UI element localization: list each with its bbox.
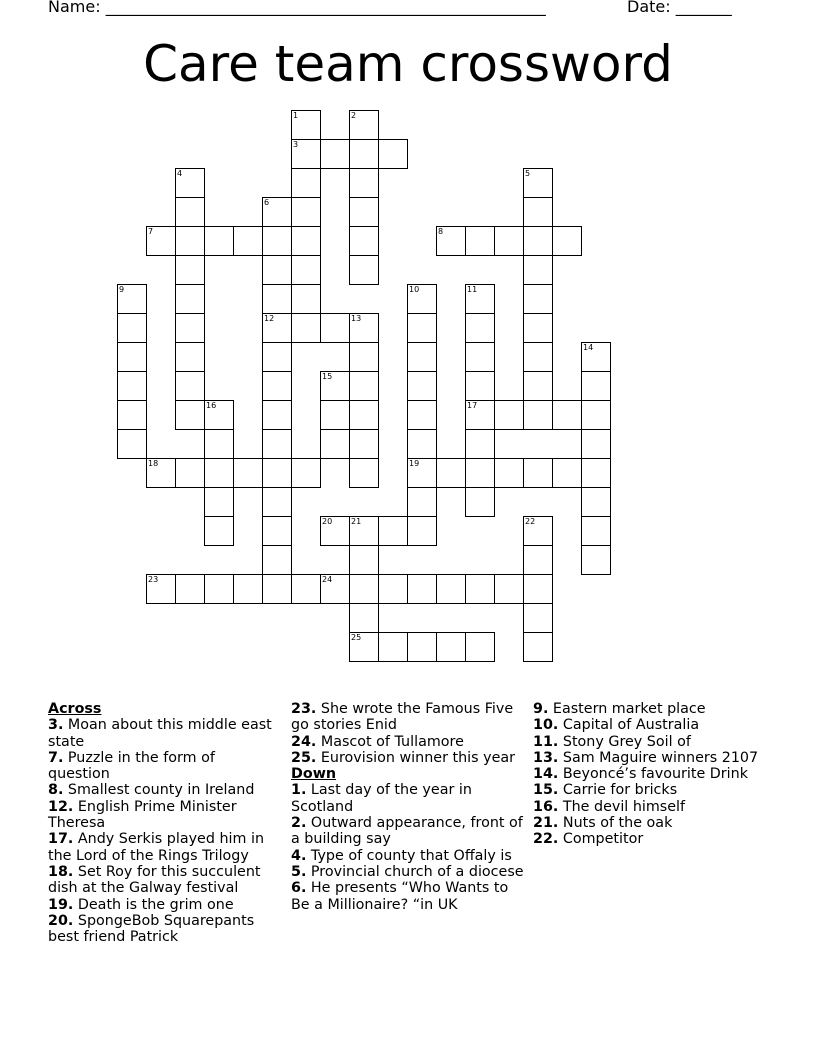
- clue-number: 23: [148, 575, 159, 584]
- grid-cell[interactable]: [523, 371, 553, 401]
- grid-cell[interactable]: [291, 284, 321, 314]
- clues-column-1: [48, 701, 273, 945]
- grid-cell[interactable]: [175, 458, 205, 488]
- clue-item: [291, 734, 526, 750]
- clue-number: 17: [467, 401, 478, 410]
- grid-cell[interactable]: [378, 574, 408, 604]
- grid-cell[interactable]: [523, 313, 553, 343]
- clue-item-number: 11.: [533, 733, 559, 750]
- grid-cell[interactable]: [349, 458, 379, 488]
- clue-item-text: Set Roy for this succulent dish at the Galway festival: [48, 863, 261, 897]
- clue-number: 10: [409, 285, 420, 294]
- clue-item: [533, 799, 773, 815]
- clue-item-number: 23.: [291, 701, 317, 717]
- clue-number: 8: [438, 227, 444, 236]
- grid-cell[interactable]: [436, 226, 466, 256]
- clue-item: [533, 750, 773, 766]
- clue-number: 11: [467, 285, 478, 294]
- grid-cell[interactable]: [233, 226, 263, 256]
- clue-item: [533, 701, 773, 717]
- grid-cell[interactable]: [407, 632, 437, 662]
- clue-item: [48, 750, 273, 783]
- grid-cell[interactable]: [407, 487, 437, 517]
- grid-cell[interactable]: [378, 516, 408, 546]
- grid-cell[interactable]: [320, 139, 350, 169]
- grid-cell[interactable]: [262, 255, 292, 285]
- clue-item: [291, 782, 526, 815]
- grid-cell[interactable]: [523, 545, 553, 575]
- grid-cell[interactable]: [262, 313, 292, 343]
- grid-cell[interactable]: [320, 371, 350, 401]
- clue-number: 3: [293, 140, 299, 149]
- clue-item-number: 19.: [48, 896, 74, 913]
- clue-item: [48, 831, 273, 864]
- clue-item-number: 15.: [533, 782, 559, 799]
- grid-cell[interactable]: [291, 313, 321, 343]
- grid-cell[interactable]: [378, 139, 408, 169]
- grid-cell[interactable]: [407, 400, 437, 430]
- grid-cell[interactable]: [581, 371, 611, 401]
- grid-cell[interactable]: [349, 110, 379, 140]
- grid-cell[interactable]: [465, 342, 495, 372]
- grid-cell[interactable]: [523, 574, 553, 604]
- grid-cell[interactable]: [349, 632, 379, 662]
- grid-cell[interactable]: [233, 458, 263, 488]
- grid-cell[interactable]: [233, 574, 263, 604]
- grid-cell[interactable]: [349, 255, 379, 285]
- grid-cell[interactable]: [175, 574, 205, 604]
- clue-number: 7: [148, 227, 154, 236]
- clue-number: 12: [264, 314, 275, 323]
- grid-cell[interactable]: [175, 371, 205, 401]
- grid-cell[interactable]: [523, 342, 553, 372]
- grid-cell[interactable]: [291, 255, 321, 285]
- clue-item-number: 16.: [533, 798, 559, 815]
- clue-item-number: 20.: [48, 912, 74, 929]
- clue-item-text: Beyoncé’s favourite Drink: [558, 766, 748, 783]
- grid-cell[interactable]: [349, 429, 379, 459]
- grid-cell[interactable]: [204, 574, 234, 604]
- grid-cell[interactable]: [349, 545, 379, 575]
- grid-cell[interactable]: [465, 371, 495, 401]
- clue-number: 9: [119, 285, 125, 294]
- clue-item: [291, 848, 526, 864]
- grid-cell[interactable]: [349, 516, 379, 546]
- grid-cell[interactable]: [523, 168, 553, 198]
- grid-cell[interactable]: [523, 255, 553, 285]
- grid-cell[interactable]: [465, 632, 495, 662]
- clue-item: [48, 897, 273, 913]
- grid-cell[interactable]: [175, 197, 205, 227]
- grid-cell[interactable]: [117, 342, 147, 372]
- grid-cell[interactable]: [175, 255, 205, 285]
- clue-item-number: 5.: [291, 863, 307, 880]
- grid-cell[interactable]: [349, 226, 379, 256]
- down-heading: Down: [291, 766, 337, 783]
- clue-number: 21: [351, 517, 362, 526]
- clue-number: 16: [206, 401, 217, 410]
- grid-cell[interactable]: [349, 574, 379, 604]
- clue-item-number: 8.: [48, 782, 64, 799]
- grid-cell[interactable]: [262, 284, 292, 314]
- grid-cell[interactable]: [465, 574, 495, 604]
- clue-item-number: 7.: [48, 749, 64, 766]
- grid-cell[interactable]: [117, 284, 147, 314]
- grid-cell[interactable]: [204, 429, 234, 459]
- clue-item-text: Puzzle in the form of question: [48, 749, 215, 783]
- grid-cell[interactable]: [407, 574, 437, 604]
- grid-cell[interactable]: [291, 226, 321, 256]
- clue-item-text: Sam Maguire winners 2107: [558, 749, 759, 766]
- clue-item-text: Andy Serkis played him in the Lord of the Rings Trilogy: [48, 831, 265, 864]
- grid-cell[interactable]: [291, 110, 321, 140]
- clue-item-text: Outward appearance, front of a building say: [291, 815, 523, 848]
- grid-cell[interactable]: [378, 632, 408, 662]
- grid-cell[interactable]: [262, 400, 292, 430]
- grid-cell[interactable]: [349, 371, 379, 401]
- clue-number: 13: [351, 314, 362, 323]
- grid-cell[interactable]: [407, 284, 437, 314]
- grid-cell[interactable]: [262, 574, 292, 604]
- clue-item: [48, 782, 273, 798]
- clues-column-2: [291, 701, 526, 913]
- clue-item-number: 2.: [291, 815, 307, 832]
- grid-cell[interactable]: [581, 400, 611, 430]
- clue-item-text: Competitor: [558, 831, 644, 848]
- grid-cell[interactable]: [407, 516, 437, 546]
- grid-cell[interactable]: [523, 400, 553, 430]
- grid-cell[interactable]: [204, 400, 234, 430]
- grid-cell[interactable]: [465, 400, 495, 430]
- grid-cell[interactable]: [465, 313, 495, 343]
- grid-cell[interactable]: [465, 429, 495, 459]
- grid-cell[interactable]: [291, 168, 321, 198]
- clue-item-text: She wrote the Famous Five go stories Enid: [291, 701, 514, 734]
- grid-cell[interactable]: [436, 632, 466, 662]
- grid-cell[interactable]: [146, 226, 176, 256]
- clue-item-number: 9.: [533, 701, 549, 717]
- clue-number: 2: [351, 111, 357, 120]
- grid-cell[interactable]: [494, 458, 524, 488]
- clue-item: [291, 815, 526, 848]
- grid-cell[interactable]: [407, 342, 437, 372]
- grid-cell[interactable]: [291, 458, 321, 488]
- grid-cell[interactable]: [552, 226, 582, 256]
- clue-item-number: 22.: [533, 831, 559, 848]
- grid-cell[interactable]: [552, 400, 582, 430]
- grid-cell[interactable]: [465, 226, 495, 256]
- grid-cell[interactable]: [581, 429, 611, 459]
- grid-cell[interactable]: [407, 313, 437, 343]
- clue-number: 6: [264, 198, 270, 207]
- grid-cell[interactable]: [349, 342, 379, 372]
- clue-item-text: English Prime Minister Theresa: [48, 798, 237, 832]
- clue-item-number: 25.: [291, 749, 317, 766]
- grid-cell[interactable]: [349, 168, 379, 198]
- grid-cell[interactable]: [204, 487, 234, 517]
- grid-cell[interactable]: [494, 226, 524, 256]
- grid-cell[interactable]: [465, 487, 495, 517]
- clue-item-number: 10.: [533, 717, 559, 734]
- clue-item-text: Carrie for bricks: [558, 782, 678, 799]
- clue-number: 25: [351, 633, 362, 642]
- clue-number: 5: [525, 169, 531, 178]
- grid-cell[interactable]: [349, 197, 379, 227]
- grid-cell[interactable]: [581, 342, 611, 372]
- clue-item-text: Eastern market place: [548, 701, 706, 717]
- clue-item: [48, 799, 273, 832]
- grid-cell[interactable]: [117, 371, 147, 401]
- grid-cell[interactable]: [436, 458, 466, 488]
- clue-item-text: Type of county that Offaly is: [306, 847, 512, 864]
- page-title: Care team crossword: [143, 35, 673, 93]
- name-label: Name:: [48, 0, 106, 16]
- grid-cell[interactable]: [320, 313, 350, 343]
- clue-item-number: 21.: [533, 815, 559, 832]
- grid-cell[interactable]: [523, 284, 553, 314]
- grid-cell[interactable]: [581, 458, 611, 488]
- grid-cell[interactable]: [262, 516, 292, 546]
- clue-item-number: 17.: [48, 831, 74, 848]
- grid-cell[interactable]: [262, 545, 292, 575]
- grid-cell[interactable]: [291, 197, 321, 227]
- clue-item-text: Moan about this middle east state: [48, 717, 272, 750]
- grid-cell[interactable]: [523, 603, 553, 633]
- grid-cell[interactable]: [204, 458, 234, 488]
- grid-cell[interactable]: [262, 226, 292, 256]
- grid-cell[interactable]: [262, 371, 292, 401]
- clue-item: [533, 815, 773, 831]
- across-heading: Across: [48, 701, 102, 717]
- grid-cell[interactable]: [117, 429, 147, 459]
- grid-cell[interactable]: [581, 545, 611, 575]
- clue-item-number: 18.: [48, 863, 74, 880]
- grid-cell[interactable]: [523, 197, 553, 227]
- clue-item: [48, 864, 273, 897]
- clue-item: [533, 766, 773, 782]
- clue-item-text: Eurovision winner this year: [316, 749, 516, 766]
- clue-item-number: 3.: [48, 717, 64, 734]
- grid-cell[interactable]: [320, 400, 350, 430]
- grid-cell[interactable]: [117, 400, 147, 430]
- grid-cell[interactable]: [262, 487, 292, 517]
- grid-cell[interactable]: [175, 400, 205, 430]
- clue-item-number: 12.: [48, 798, 74, 815]
- grid-cell[interactable]: [349, 400, 379, 430]
- clue-number: 18: [148, 459, 159, 468]
- date-line[interactable]: _______: [675, 0, 732, 16]
- grid-cell[interactable]: [494, 400, 524, 430]
- grid-cell[interactable]: [204, 226, 234, 256]
- grid-cell[interactable]: [523, 516, 553, 546]
- grid-cell[interactable]: [407, 429, 437, 459]
- grid-cell[interactable]: [117, 313, 147, 343]
- clue-item: [48, 717, 273, 750]
- clue-item-text: Death is the grim one: [73, 896, 234, 913]
- clue-number: 24: [322, 575, 333, 584]
- clue-item-text: Stony Grey Soil of: [558, 733, 691, 750]
- grid-cell[interactable]: [320, 516, 350, 546]
- grid-cell[interactable]: [175, 313, 205, 343]
- grid-cell[interactable]: [349, 139, 379, 169]
- grid-cell[interactable]: [581, 516, 611, 546]
- clue-item-text: Mascot of Tullamore: [316, 733, 464, 750]
- grid-cell[interactable]: [465, 284, 495, 314]
- grid-cell[interactable]: [552, 458, 582, 488]
- grid-cell[interactable]: [523, 632, 553, 662]
- clue-item-text: Smallest county in Ireland: [63, 782, 255, 799]
- clue-item: [291, 701, 526, 734]
- grid-cell[interactable]: [320, 429, 350, 459]
- grid-cell[interactable]: [175, 342, 205, 372]
- grid-cell[interactable]: [494, 574, 524, 604]
- clue-item-number: 4.: [291, 847, 307, 864]
- grid-cell[interactable]: [262, 342, 292, 372]
- date-label: Date:: [627, 0, 676, 16]
- clue-item: [291, 750, 526, 766]
- clue-item: [533, 717, 773, 733]
- clue-item: [533, 734, 773, 750]
- clue-item: [533, 831, 773, 847]
- clue-number: 14: [583, 343, 594, 352]
- clue-item-text: Nuts of the oak: [558, 815, 673, 832]
- clue-number: 1: [293, 111, 299, 120]
- clue-item-number: 24.: [291, 733, 317, 750]
- grid-cell[interactable]: [262, 197, 292, 227]
- grid-cell[interactable]: [407, 458, 437, 488]
- grid-cell[interactable]: [175, 168, 205, 198]
- clue-number: 19: [409, 459, 420, 468]
- grid-cell[interactable]: [204, 516, 234, 546]
- clue-number: 4: [177, 169, 183, 178]
- grid-cell[interactable]: [146, 574, 176, 604]
- grid-cell[interactable]: [581, 487, 611, 517]
- clue-number: 22: [525, 517, 536, 526]
- grid-cell[interactable]: [349, 603, 379, 633]
- name-line[interactable]: _______________________________________________________: [105, 0, 546, 16]
- grid-cell[interactable]: [523, 226, 553, 256]
- clue-item: [291, 880, 526, 913]
- grid-cell[interactable]: [175, 284, 205, 314]
- grid-cell[interactable]: [407, 371, 437, 401]
- grid-cell[interactable]: [465, 458, 495, 488]
- grid-cell[interactable]: [175, 226, 205, 256]
- grid-cell[interactable]: [146, 458, 176, 488]
- grid-cell[interactable]: [436, 574, 466, 604]
- grid-cell[interactable]: [291, 139, 321, 169]
- clue-number: 20: [322, 517, 333, 526]
- clue-item: [48, 913, 273, 946]
- clue-item: [533, 782, 773, 798]
- clue-item-text: He presents “Who Wants to Be a Millionaire? “in UK: [291, 880, 509, 913]
- clue-item-text: Capital of Australia: [558, 717, 700, 734]
- clue-item-number: 13.: [533, 749, 559, 766]
- clue-item-text: Provincial church of a diocese: [306, 863, 524, 880]
- grid-cell[interactable]: [291, 574, 321, 604]
- clue-item-number: 14.: [533, 766, 559, 783]
- clue-item: [291, 864, 526, 880]
- clues-column-3: [533, 701, 773, 848]
- clue-item-text: SpongeBob Squarepants best friend Patrick: [48, 912, 255, 946]
- grid-cell[interactable]: [349, 313, 379, 343]
- grid-cell[interactable]: [262, 458, 292, 488]
- clue-item-text: Last day of the year in Scotland: [291, 782, 472, 815]
- grid-cell[interactable]: [523, 458, 553, 488]
- clue-item-number: 6.: [291, 880, 307, 897]
- grid-cell[interactable]: [262, 429, 292, 459]
- clue-item-text: The devil himself: [558, 798, 686, 815]
- clue-item-number: 1.: [291, 782, 307, 799]
- clue-number: 15: [322, 372, 333, 381]
- grid-cell[interactable]: [320, 574, 350, 604]
